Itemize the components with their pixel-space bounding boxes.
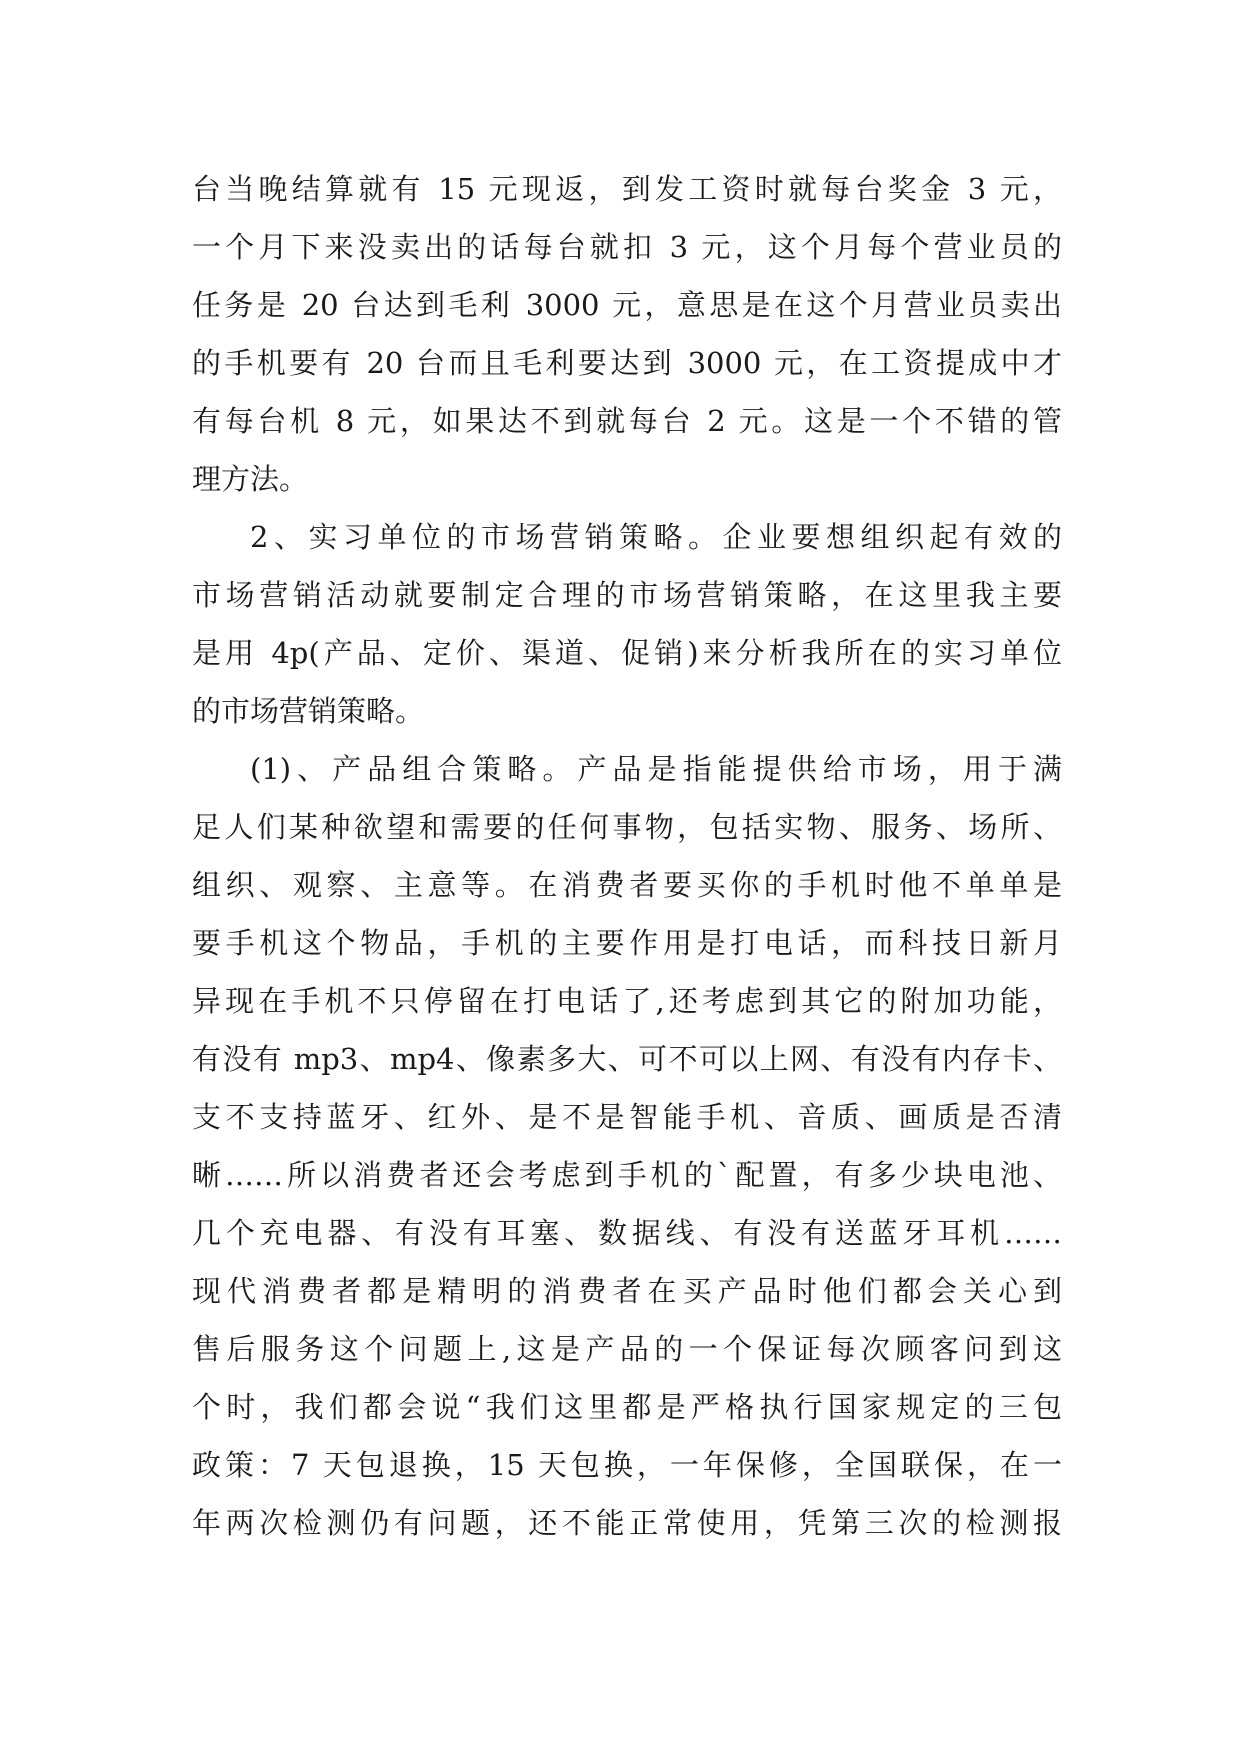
text-line: 市场营销活动就要制定合理的市场营销策略，在这里我主要: [192, 578, 1062, 612]
text-line: 要手机这个物品，手机的主要作用是打电话，而科技日新月: [192, 926, 1062, 960]
text-line: 理方法。: [192, 462, 309, 496]
text-line: 个时，我们都会说“我们这里都是严格执行国家规定的三包: [192, 1390, 1062, 1424]
text-line: 足人们某种欲望和需要的任何事物，包括实物、服务、场所、: [192, 810, 1062, 844]
text-line: 是用 4p(产品、定价、渠道、促销)来分析我所在的实习单位: [192, 636, 1062, 670]
text-line: 2、实习单位的市场营销策略。企业要想组织起有效的: [250, 520, 1062, 554]
text-line: 晰……所以消费者还会考虑到手机的`配置，有多少块电池、: [192, 1158, 1062, 1192]
text-line: 年两次检测仍有问题，还不能正常使用，凭第三次的检测报: [192, 1506, 1062, 1540]
text-line: 政策：7 天包退换，15 天包换，一年保修，全国联保，在一: [192, 1448, 1062, 1482]
text-line: 组织、观察、主意等。在消费者要买你的手机时他不单单是: [192, 868, 1062, 902]
text-line: 有没有 mp3、mp4、像素多大、可不可以上网、有没有内存卡、: [192, 1042, 1062, 1076]
text-line: 有每台机 8 元，如果达不到就每台 2 元。这是一个不错的管: [192, 404, 1062, 438]
text-line: 的手机要有 20 台而且毛利要达到 3000 元，在工资提成中才: [192, 346, 1062, 380]
text-line: 售后服务这个问题上,这是产品的一个保证每次顾客问到这: [192, 1332, 1062, 1366]
text-line: 一个月下来没卖出的话每台就扣 3 元，这个月每个营业员的: [192, 230, 1062, 264]
document-body: [192, 160, 1062, 1552]
text-line: 的市场营销策略。: [192, 694, 425, 728]
text-line: 支不支持蓝牙、红外、是不是智能手机、音质、画质是否清: [192, 1100, 1062, 1134]
text-line: 任务是 20 台达到毛利 3000 元，意思是在这个月营业员卖出: [192, 288, 1062, 322]
text-line: (1)、产品组合策略。产品是指能提供给市场，用于满: [250, 752, 1062, 786]
text-line: 台当晚结算就有 15 元现返，到发工资时就每台奖金 3 元，: [192, 172, 1062, 206]
text-line: 几个充电器、有没有耳塞、数据线、有没有送蓝牙耳机……: [192, 1216, 1062, 1250]
text-line: 异现在手机不只停留在打电话了,还考虑到其它的附加功能，: [192, 984, 1062, 1018]
text-line: 现代消费者都是精明的消费者在买产品时他们都会关心到: [192, 1274, 1062, 1308]
